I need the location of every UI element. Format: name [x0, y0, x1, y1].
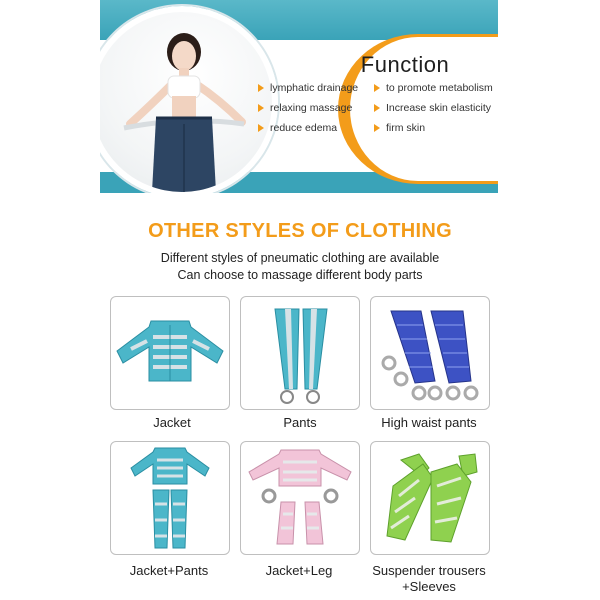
pants-image	[241, 297, 359, 409]
function-item	[374, 122, 498, 134]
function-label: reduce edema	[270, 122, 338, 134]
product-label: Jacket+Leg	[265, 563, 333, 578]
function-item	[258, 82, 374, 94]
function-label: firm skin	[386, 122, 426, 134]
section-description-line-2: Can choose to massage different body parts	[177, 268, 423, 282]
function-label: to promote metabolism	[386, 82, 493, 94]
function-label: lymphatic drainage	[270, 82, 359, 94]
high-waist-pants-image	[371, 297, 489, 409]
section-title: OTHER STYLES OF CLOTHING	[148, 220, 452, 242]
jacket-image	[111, 297, 229, 409]
product-label: Suspender trousers	[372, 563, 486, 578]
function-banner	[100, 0, 498, 193]
product-card-jacket-pants[interactable]	[110, 441, 230, 555]
product-card-jacket-leg[interactable]	[240, 441, 360, 555]
triangle-bullet-icon	[258, 84, 264, 92]
triangle-bullet-icon	[374, 84, 380, 92]
triangle-bullet-icon	[258, 124, 264, 132]
product-card-suspender-trousers-sleeves[interactable]	[370, 441, 490, 555]
product-label: Jacket+Pants	[129, 563, 209, 578]
function-item	[374, 102, 498, 114]
product-label: Jacket	[153, 415, 191, 430]
product-label: Pants	[283, 415, 317, 430]
function-title: Function	[360, 52, 450, 77]
model-photo	[100, 6, 278, 193]
function-label: relaxing massage	[270, 102, 353, 114]
function-item	[258, 122, 374, 134]
product-card-pants[interactable]	[240, 296, 360, 410]
suspender-trousers-sleeves-image	[371, 442, 489, 554]
product-label: High waist pants	[381, 415, 477, 430]
jacket-leg-image	[241, 442, 359, 554]
function-item	[258, 102, 374, 114]
triangle-bullet-icon	[374, 124, 380, 132]
triangle-bullet-icon	[374, 104, 380, 112]
section-description-line-1: Different styles of pneumatic clothing are available	[160, 251, 440, 265]
triangle-bullet-icon	[258, 104, 264, 112]
product-card-high-waist-pants[interactable]	[370, 296, 490, 410]
product-card-jacket[interactable]	[110, 296, 230, 410]
function-label: Increase skin elasticity	[386, 102, 492, 114]
function-list	[258, 82, 498, 134]
function-item	[374, 82, 498, 94]
product-label-second-line: +Sleeves	[402, 579, 456, 594]
jacket-pants-image	[111, 442, 229, 554]
